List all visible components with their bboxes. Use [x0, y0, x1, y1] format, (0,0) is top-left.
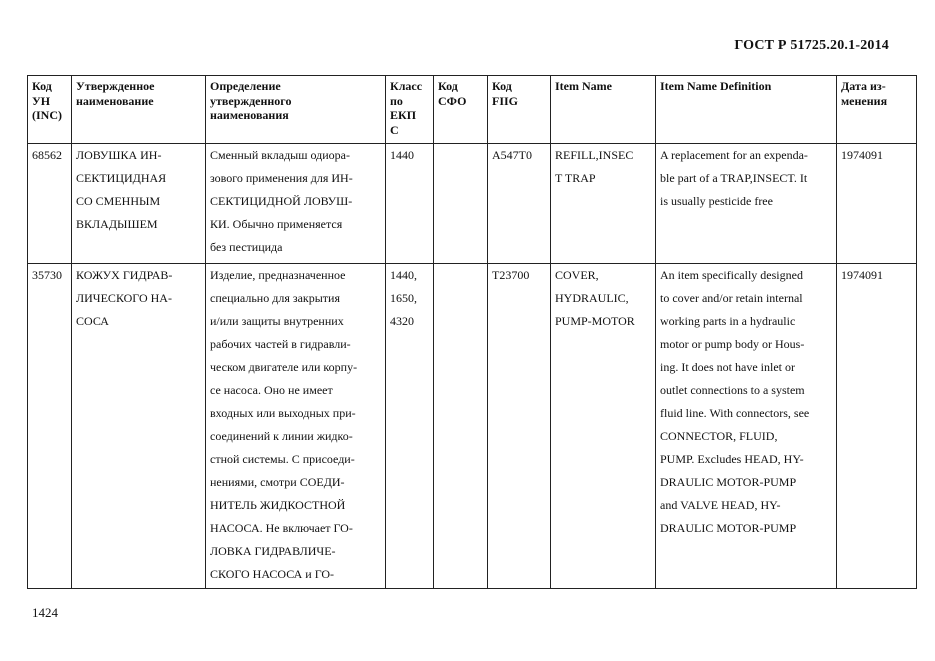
item-name-cell: COVER, HYDRAULIC, PUMP-MOTOR	[551, 264, 656, 589]
header-fiig-code: Код FIIG	[488, 76, 551, 144]
document-code-header: ГОСТ Р 51725.20.1-2014	[734, 38, 889, 53]
header-item-name: Item Name	[551, 76, 656, 144]
sfo-code-cell	[434, 264, 488, 589]
class-cell: 1440, 1650, 4320	[386, 264, 434, 589]
sfo-code-cell	[434, 144, 488, 264]
fiig-code-cell: A547T0	[488, 144, 551, 264]
item-definition-cell: An item specifically designed to cover and/or retain internal working parts in a hydraulic motor or pump body or Hous- ing. It does not have inlet or outlet connections to a system fluid line. With connectors, see CONNECTOR, FLUID, PUMP. Excludes HEAD, HY- DRAULIC MOTOR-PUMP and VALVE HEAD, HY- DRAULIC MOTOR-PUMP	[656, 264, 837, 589]
item-name-cell: REFILL,INSEC T TRAP	[551, 144, 656, 264]
header-class: Класс по ЕКП С	[386, 76, 434, 144]
approved-name-cell: КОЖУХ ГИДРАВ- ЛИЧЕСКОГО НА- СОСА	[72, 264, 206, 589]
class-cell: 1440	[386, 144, 434, 264]
table-row	[28, 144, 917, 264]
table-row	[28, 264, 917, 589]
definition-cell: Сменный вкладыш одиора- зового применения для ИН- СЕКТИЦИДНОЙ ЛОВУШ- КИ. Обычно применяется без пестицида	[206, 144, 386, 264]
fiig-code-cell: T23700	[488, 264, 551, 589]
page-number: 1424	[32, 605, 58, 620]
header-change-date: Дата из- менения	[837, 76, 917, 144]
header-item-name-definition: Item Name Definition	[656, 76, 837, 144]
definition-cell: Изделие, предназначенное специально для закрытия и/или защиты внутренних рабочих частей в гидравли- ческом двигателе или корпу- се насоса. Оно не имеет входных или выходных при- соединений к линии жидко- стной системы. С присоеди- нениями, смотри СОЕДИ- НИТЕЛЬ ЖИДКОСТНОЙ НАСОСА. Не включает ГО- ЛОВКА ГИДРАВЛИЧЕ- СКОГО НАСОСА и ГО-	[206, 264, 386, 589]
nomenclature-table	[27, 75, 917, 589]
change-date-cell: 1974091	[837, 264, 917, 589]
inc-code-cell: 68562	[28, 144, 72, 264]
header-inc-code: Код УН (INC)	[28, 76, 72, 144]
header-sfo-code: Код СФО	[434, 76, 488, 144]
header-approved-name: Утвержденное наименование	[72, 76, 206, 144]
table-header-row	[28, 76, 917, 144]
change-date-cell: 1974091	[837, 144, 917, 264]
approved-name-cell: ЛОВУШКА ИН- СЕКТИЦИДНАЯ СО СМЕННЫМ ВКЛАДЫШЕМ	[72, 144, 206, 264]
inc-code-cell: 35730	[28, 264, 72, 589]
item-definition-cell: A replacement for an expenda- ble part of a TRAP,INSECT. It is usually pesticide free	[656, 144, 837, 264]
header-definition: Определение утвержденного наименования	[206, 76, 386, 144]
